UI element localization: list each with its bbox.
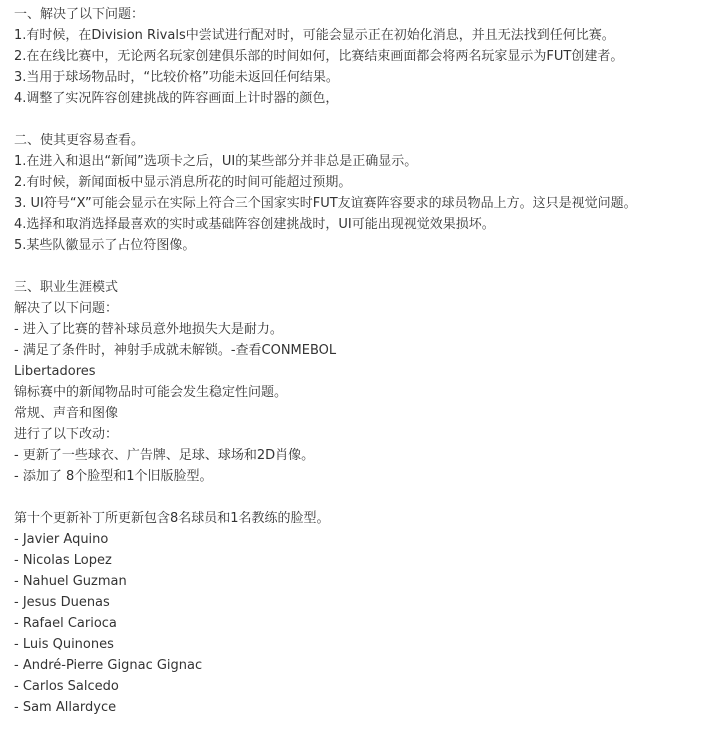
section1-item: 4.调整了实况阵容创建挑战的阵容画面上计时器的颜色， <box>14 91 339 106</box>
spacer <box>14 109 720 130</box>
section3-fixed-item: - 进入了比赛的替补球员意外地损失大是耐力。 <box>14 322 283 337</box>
section1-item: 2.在在线比赛中，无论两名玩家创建俱乐部的时间如何，比赛结束画面都会将两名玩家显示为FUT创建者。 <box>14 49 624 64</box>
section3-fixed-item: 锦标赛中的新闻物品时可能会发生稳定性问题。 <box>14 385 288 400</box>
section2-item: 4.选择和取消选择最喜欢的实时或基础阵容创建挑战时，UI可能出现视觉效果损坏。 <box>14 217 495 232</box>
section2-item: 2.有时候，新闻面板中显示消息所花的时间可能超过预期。 <box>14 175 352 190</box>
spacer <box>14 487 720 508</box>
section3-heading: 三、职业生涯模式 <box>14 280 119 295</box>
face-name-item: - André-Pierre Gignac Gignac <box>14 658 203 673</box>
section2-heading: 二、使其更容易查看。 <box>14 133 145 148</box>
face-name-item: - Jesus Duenas <box>14 595 110 610</box>
spacer <box>14 256 720 277</box>
face-name-item: - Sam Allardyce <box>14 700 117 715</box>
section1-heading: 一、解决了以下问题： <box>14 7 145 22</box>
section3-fixed-item: - 满足了条件时，神射手成就未解锁。-查看CONMEBOL <box>14 343 337 358</box>
face-name-item: - Rafael Carioca <box>14 616 117 631</box>
section3-fixed-label: 解决了以下问题： <box>14 301 119 316</box>
section3-change-item: - 添加了 8个脸型和1个旧版脸型。 <box>14 469 213 484</box>
section3-changes-label: 进行了以下改动： <box>14 427 119 442</box>
face-name-item: - Nahuel Guzman <box>14 574 127 589</box>
face-name-item: - Javier Aquino <box>14 532 109 547</box>
face-name-item: - Carlos Salcedo <box>14 679 119 694</box>
face-name-item: - Nicolas Lopez <box>14 553 112 568</box>
section3-general-label: 常规、声音和图像 <box>14 406 119 421</box>
section3-fixed-item: Libertadores <box>14 364 96 379</box>
section2-item: 3. UI符号“X”可能会显示在实际上符合三个国家实时FUT友谊赛阵容要求的球员物品上方。这只是视觉问题。 <box>14 196 637 211</box>
section2-item: 1.在进入和退出“新闻”选项卡之后，UI的某些部分并非总是正确显示。 <box>14 154 418 169</box>
faces-intro: 第十个更新补丁所更新包含8名球员和1名教练的脸型。 <box>14 511 330 526</box>
section3-change-item: - 更新了一些球衣、广告牌、足球、球场和2D肖像。 <box>14 448 315 463</box>
section1-item: 1.有时候，在Division Rivals中尝试进行配对时，可能会显示正在初始化消息，并且无法找到任何比赛。 <box>14 28 615 43</box>
face-name-item: - Luis Quinones <box>14 637 114 652</box>
section1-item: 3.当用于球场物品时，“比较价格”功能未返回任何结果。 <box>14 70 339 85</box>
section2-item: 5.某些队徽显示了占位符图像。 <box>14 238 196 253</box>
